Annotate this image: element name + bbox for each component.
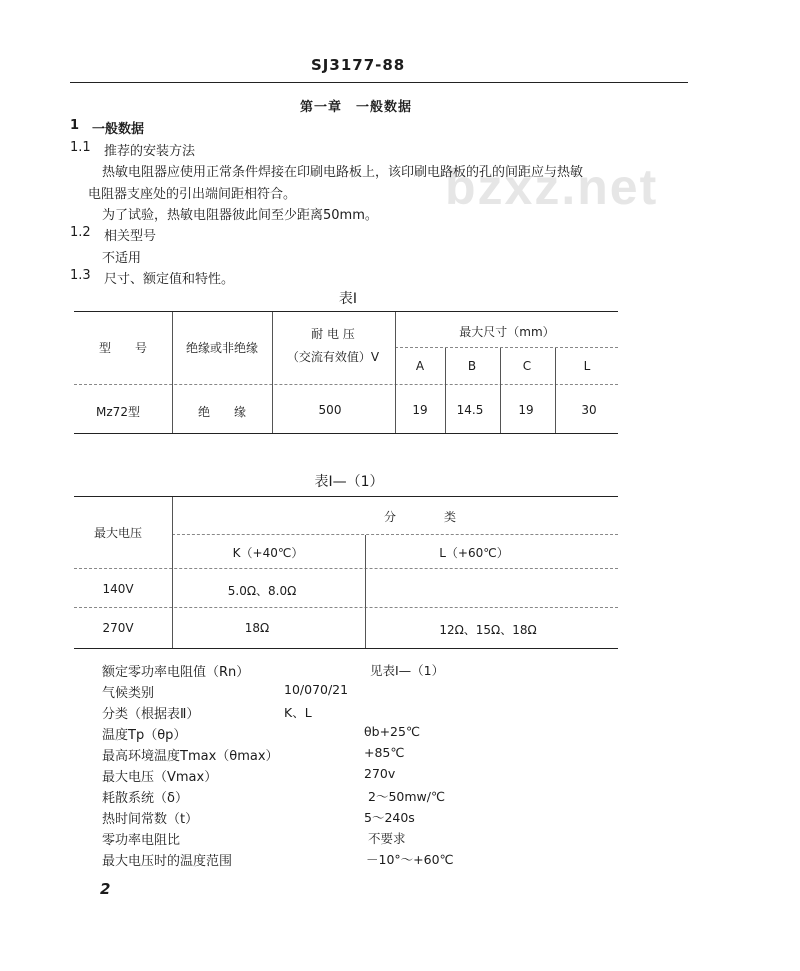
- table-1-header-insulation: 绝缘或非绝缘: [185, 341, 259, 355]
- document-code: SJ3177-88: [311, 56, 406, 74]
- table-2-col-divider: [365, 535, 366, 648]
- spec-value-climate-category: 10/070/21: [284, 682, 349, 697]
- table-2-col-divider: [172, 497, 173, 648]
- paragraph-mounting-line2: 电阻器支座处的引出端间距相符合。: [88, 187, 297, 202]
- section-1-1-number: 1.1: [70, 140, 91, 155]
- section-1-number: 1: [70, 118, 80, 133]
- table-1-col-divider: [445, 348, 446, 433]
- table-1-header-dim-a: A: [415, 359, 425, 373]
- table-1-header-dim-c: C: [522, 359, 532, 373]
- header-rule: [70, 82, 688, 83]
- table-1-dim-header-divider: [395, 347, 618, 348]
- table-1-col-divider: [395, 312, 396, 433]
- spec-label-rated-resistance: 额定零功率电阻值（Rn）: [102, 665, 250, 680]
- table-1-col-divider: [555, 348, 556, 433]
- table-2-cell-voltage: 140V: [102, 582, 134, 596]
- table-2-cell-k: 18Ω: [244, 621, 270, 635]
- spec-value-max-voltage: 270v: [364, 766, 396, 781]
- section-1-title: 一般数据: [92, 122, 145, 137]
- table-2-header-k: K（+40℃）: [232, 546, 304, 560]
- table-1-cell-dim-l: 30: [581, 403, 597, 417]
- spec-label-climate-category: 气候类别: [102, 686, 155, 701]
- spec-label-classification: 分类（根据表Ⅱ）: [102, 707, 200, 722]
- table-1-cell-model: Mz72型: [96, 405, 140, 419]
- section-1-3-title: 尺寸、额定值和特性。: [104, 272, 235, 287]
- table-2-row-divider: [74, 568, 618, 569]
- section-1-2-number: 1.2: [70, 225, 91, 240]
- table-1-header-max-dimension: 最大尺寸（mm）: [459, 325, 555, 339]
- table-2-cell-voltage: 270V: [102, 621, 134, 635]
- paragraph-test-spacing: 为了试验，热敏电阻器彼此间至少距离50mm。: [102, 208, 378, 223]
- table-1-row-divider: [74, 384, 618, 385]
- table-1-bottom-rule: [74, 433, 618, 434]
- spec-label-temperature-tp: 温度Tp（θp）: [102, 728, 187, 743]
- table-1-header-dim-l: L: [583, 359, 591, 373]
- table-1-top-rule: [74, 311, 618, 312]
- spec-value-max-ambient-temp: +85℃: [364, 745, 405, 760]
- table-1-cell-dim-a: 19: [412, 403, 428, 417]
- table-2-cell-l: 12Ω、15Ω、18Ω: [439, 623, 537, 637]
- table-2-top-rule: [74, 496, 618, 497]
- table-1-cell-dim-b: 14.5: [456, 403, 484, 417]
- spec-label-temp-range: 最大电压时的温度范围: [102, 854, 233, 869]
- page-number: 2: [100, 880, 111, 898]
- table-2-header-category: 分 类: [383, 510, 457, 524]
- spec-value-resistance-ratio: 不要求: [368, 831, 406, 846]
- table-2-cell-k: 5.0Ω、8.0Ω: [227, 584, 297, 598]
- spec-value-classification: K、L: [284, 705, 312, 720]
- table-2-header-l: L（+60℃）: [439, 546, 509, 560]
- table-1-header-dim-b: B: [467, 359, 477, 373]
- paragraph-mounting-line1: 热敏电阻器应使用正常条件焊接在印刷电路板上，该印刷电路板的孔的间距应与热敏: [102, 165, 584, 180]
- table-1-col-divider: [500, 348, 501, 433]
- table-1-header-model: 型 号: [98, 341, 148, 355]
- table-2-bottom-rule: [74, 648, 618, 649]
- section-1-1-title: 推荐的安装方法: [104, 144, 196, 159]
- table-2-category-divider: [172, 534, 618, 535]
- section-1-2-title: 相关型号: [104, 229, 157, 244]
- spec-label-resistance-ratio: 零功率电阻比: [102, 833, 181, 848]
- table-1-cell-insulation: 绝 缘: [197, 405, 247, 419]
- table-2-row-divider: [74, 607, 618, 608]
- table-1-col-divider: [272, 312, 273, 433]
- spec-label-dissipation: 耗散系统（δ）: [102, 791, 188, 806]
- spec-label-max-voltage: 最大电压（Vmax）: [102, 770, 218, 785]
- spec-label-max-ambient-temp: 最高环境温度Tmax（θmax）: [102, 749, 279, 764]
- watermark: bzxz.net: [445, 159, 659, 215]
- spec-value-thermal-time-constant: 5～240s: [364, 810, 415, 825]
- table-2-header-max-voltage: 最大电压: [93, 526, 143, 540]
- chapter-title: 第一章 一般数据: [300, 100, 413, 115]
- table-2-caption: 表Ⅰ—（1）: [314, 474, 384, 490]
- spec-value-rated-resistance: 见表Ⅰ—（1）: [370, 663, 445, 678]
- table-1-cell-dim-c: 19: [518, 403, 534, 417]
- spec-value-temp-range: －10°～+60℃: [366, 852, 454, 867]
- table-1-header-voltage: 耐 电 压: [311, 327, 355, 341]
- spec-value-dissipation: 2～50mw/℃: [368, 789, 446, 804]
- table-1-col-divider: [172, 312, 173, 433]
- spec-label-thermal-time-constant: 热时间常数（t）: [102, 812, 199, 827]
- table-1-header-voltage-unit: （交流有效值）V: [286, 350, 380, 364]
- table-1-caption: 表Ⅰ: [338, 291, 358, 307]
- spec-value-temperature-tp: θb+25℃: [364, 724, 420, 739]
- section-1-3-number: 1.3: [70, 268, 91, 283]
- table-1-cell-voltage: 500: [318, 403, 342, 417]
- paragraph-not-applicable: 不适用: [102, 251, 142, 266]
